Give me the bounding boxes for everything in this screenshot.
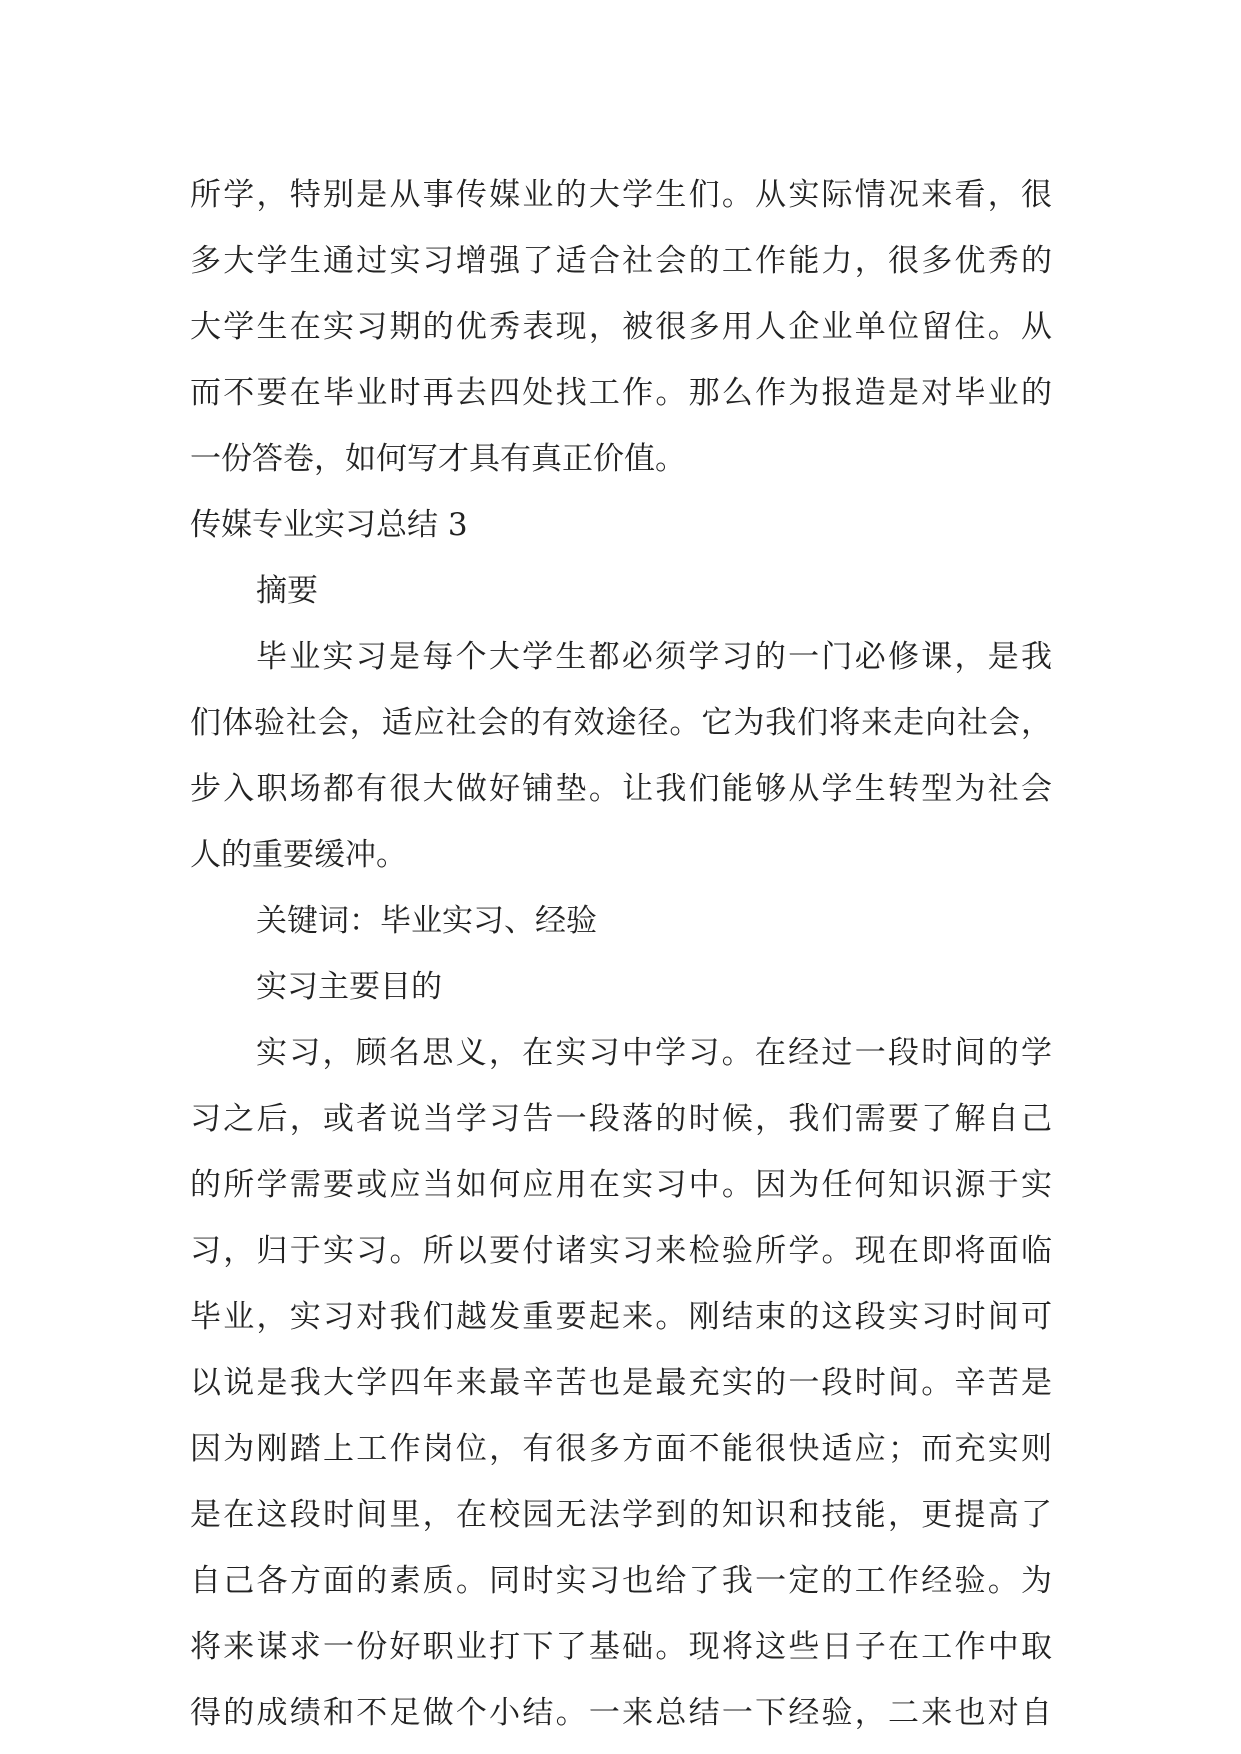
document-page	[190, 162, 1052, 1746]
text-line: 习，归于实习。所以要付诸实习来检验所学。现在即将面临	[190, 1233, 1052, 1269]
text-line: 习之后，或者说当学习告一段落的时候，我们需要了解自己	[190, 1101, 1052, 1137]
purpose-paragraph	[190, 1020, 1052, 1746]
text-line: 是在这段时间里，在校园无法学到的知识和技能，更提高了	[190, 1497, 1052, 1533]
text-line: 毕业实习是每个大学生都必须学习的一门必修课，是我	[256, 639, 1052, 675]
text-line: 多大学生通过实习增强了适合社会的工作能力，很多优秀的	[190, 243, 1052, 279]
intro-paragraph	[190, 162, 1052, 492]
text-line: 大学生在实习期的优秀表现，被很多用人企业单位留住。从	[190, 309, 1052, 345]
text-line: 所学，特别是从事传媒业的大学生们。从实际情况来看，很	[190, 177, 1052, 213]
purpose-heading: 实习主要目的	[256, 969, 442, 1005]
text-line: 自己各方面的素质。同时实习也给了我一定的工作经验。为	[190, 1563, 1052, 1599]
text-line: 以说是我大学四年来最辛苦也是最充实的一段时间。辛苦是	[190, 1365, 1052, 1401]
abstract-heading: 摘要	[256, 573, 318, 609]
text-line: 将来谋求一份好职业打下了基础。现将这些日子在工作中取	[190, 1629, 1052, 1665]
keywords-line: 关键词：毕业实习、经验	[256, 903, 597, 939]
text-line: 一份答卷，如何写才具有真正价值。	[190, 441, 686, 477]
text-line: 毕业，实习对我们越发重要起来。刚结束的这段实习时间可	[190, 1299, 1052, 1335]
text-line: 而不要在毕业时再去四处找工作。那么作为报造是对毕业的	[190, 375, 1052, 411]
abstract-paragraph	[190, 624, 1052, 888]
text-line: 得的成绩和不足做个小结。一来总结一下经验，二来也对自	[190, 1695, 1052, 1731]
text-line: 实习，顾名思义，在实习中学习。在经过一段时间的学	[256, 1035, 1052, 1071]
text-line: 的所学需要或应当如何应用在实习中。因为任何知识源于实	[190, 1167, 1052, 1203]
text-line: 人的重要缓冲。	[190, 837, 407, 873]
text-line: 因为刚踏上工作岗位，有很多方面不能很快适应；而充实则	[190, 1431, 1052, 1467]
section-title: 传媒专业实习总结 3	[190, 507, 468, 543]
text-line: 们体验社会，适应社会的有效途径。它为我们将来走向社会，	[190, 705, 1052, 741]
text-line: 步入职场都有很大做好铺垫。让我们能够从学生转型为社会	[190, 771, 1052, 807]
